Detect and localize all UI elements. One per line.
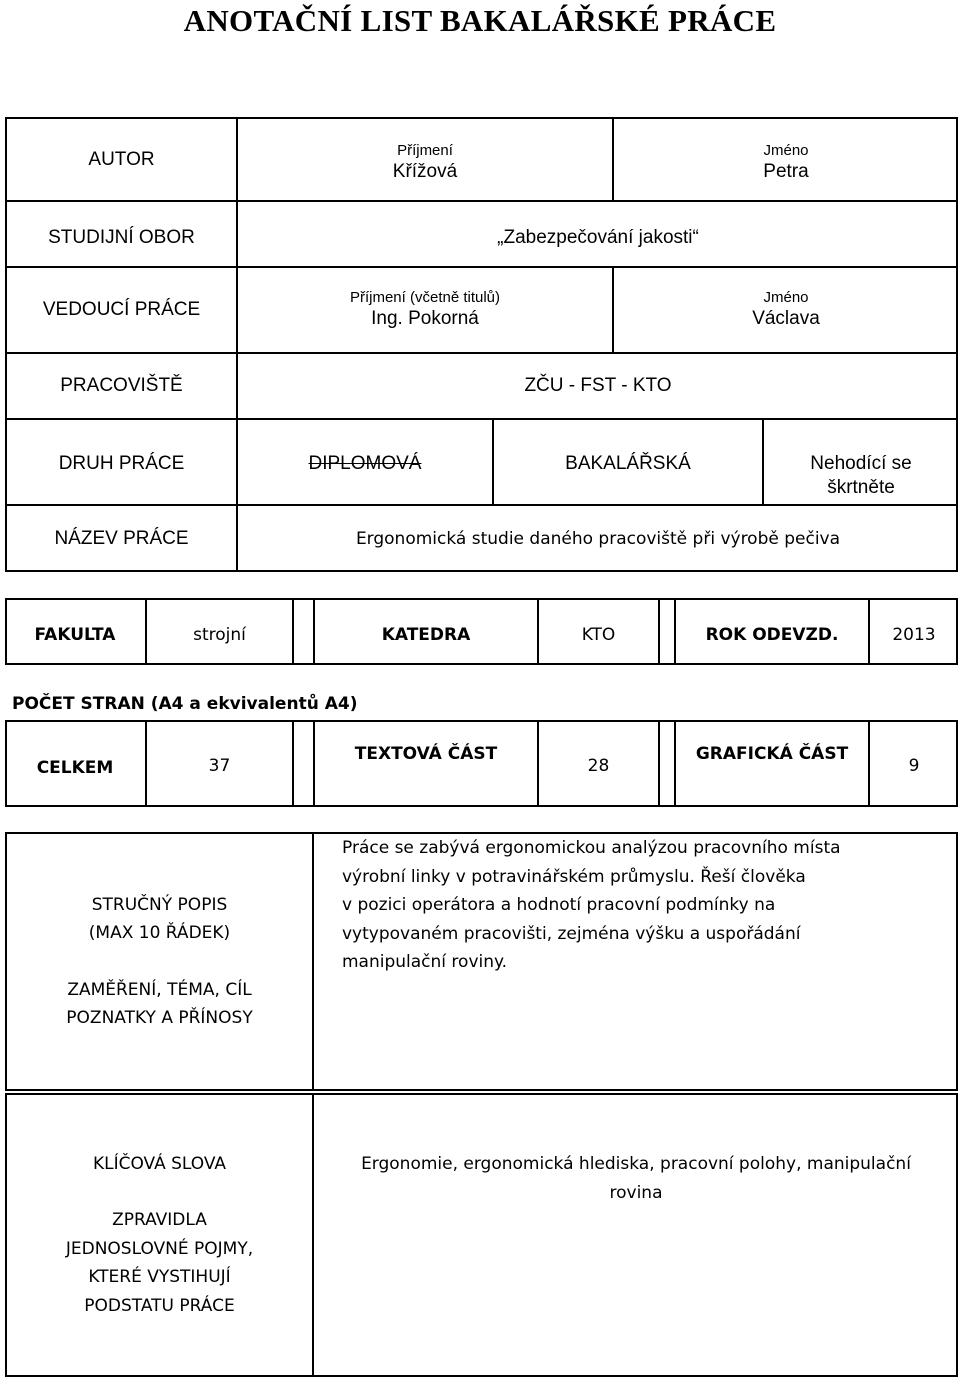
keywords-label-line: JEDNOSLOVNÉ POJMY,	[65, 1238, 254, 1259]
surname-caption: Příjmení (včetně titulů)	[349, 289, 501, 306]
author-surname-cell	[238, 117, 612, 202]
keywords-label-line: KTERÉ VYSTIHUJÍ	[88, 1267, 231, 1288]
total-pages-label: CELKEM	[36, 757, 114, 778]
author-name-cell	[614, 117, 958, 202]
summary-line: výrobní linky v potravinářském průmyslu. Řeší člověka	[342, 866, 806, 887]
work-type-bachelor: BAKALÁŘSKÁ	[565, 453, 691, 474]
supervisor-name: Václava	[752, 308, 820, 329]
name-caption: Jméno	[763, 141, 809, 159]
document-title: ANOTAČNÍ LIST BAKALÁŘSKÉ PRÁCE	[183, 3, 777, 38]
study-field-value: „Zabezpečování jakosti“	[497, 227, 699, 248]
study-field-label: STUDIJNÍ OBOR	[48, 227, 195, 248]
graphic-pages-value: 9	[908, 755, 920, 776]
summary-line: v pozici operátora a hodnotí pracovní podmínky na	[342, 895, 776, 915]
work-title-label: NÁZEV PRÁCE	[54, 528, 189, 549]
graphic-pages-label: GRAFICKÁ ČÁST	[695, 744, 849, 764]
note-line: škrtněte	[827, 477, 895, 498]
work-title-value: Ergonomická studie daného pracoviště při výrobě pečiva	[355, 529, 841, 549]
summary-label-line: ZAMĚŘENÍ, TÉMA, CÍL	[67, 979, 252, 1000]
text-pages-value: 28	[587, 755, 610, 776]
summary-label-line: POZNATKY A PŘÍNOSY	[66, 1008, 253, 1028]
keywords-label-line: KLÍČOVÁ SLOVA	[92, 1153, 227, 1174]
supervisor-label: VEDOUCÍ PRÁCE	[42, 299, 201, 320]
work-type-note	[764, 420, 958, 504]
keywords-label-line: PODSTATU PRÁCE	[84, 1295, 235, 1316]
author-label: AUTOR	[88, 148, 155, 170]
supervisor-surname: Ing. Pokorná	[371, 308, 479, 329]
surname-caption: Příjmení	[397, 141, 453, 159]
work-type-label: DRUH PRÁCE	[58, 453, 185, 474]
name-caption: Jméno	[763, 289, 809, 306]
total-pages-value: 37	[208, 755, 231, 776]
author-surname: Křížová	[392, 160, 458, 182]
summary-line: vytypovaném pracovišti, zejména výšku a uspořádání	[342, 923, 801, 944]
text-pages-label: TEXTOVÁ ČÁST	[354, 744, 498, 764]
author-name: Petra	[763, 160, 809, 182]
keywords-label	[7, 1095, 312, 1375]
workplace-label: PRACOVIŠTĚ	[60, 375, 183, 396]
summary-label	[7, 834, 312, 1089]
summary-text	[342, 834, 952, 1089]
page-count-heading: POČET STRAN (A4 a ekvivalentů A4)	[12, 694, 358, 714]
supervisor-name-cell	[614, 268, 958, 352]
note-line: Nehodící se	[810, 453, 912, 474]
summary-line: manipulační roviny.	[342, 952, 508, 972]
faculty-value: strojní	[193, 624, 246, 645]
department-value: KTO	[581, 624, 616, 645]
keywords-line: Ergonomie, ergonomická hlediska, pracovní polohy, manipulační	[361, 1154, 911, 1174]
year-value: 2013	[892, 624, 936, 645]
keywords-value	[314, 1150, 958, 1210]
department-label: KATEDRA	[381, 624, 471, 645]
keywords-line: rovina	[609, 1182, 663, 1203]
supervisor-surname-cell	[238, 268, 612, 352]
workplace-value: ZČU - FST - KTO	[524, 375, 672, 396]
year-label: ROK ODEVZD.	[705, 624, 839, 645]
summary-label-line: (MAX 10 ŘÁDEK)	[88, 923, 231, 943]
work-type-diploma: DIPLOMOVÁ	[308, 453, 422, 474]
summary-label-line: STRUČNÝ POPIS	[91, 894, 228, 915]
faculty-label: FAKULTA	[34, 624, 116, 645]
keywords-label-line: ZPRAVIDLA	[112, 1210, 207, 1231]
summary-line: Práce se zabývá ergonomickou analýzou pracovního místa	[342, 838, 841, 858]
